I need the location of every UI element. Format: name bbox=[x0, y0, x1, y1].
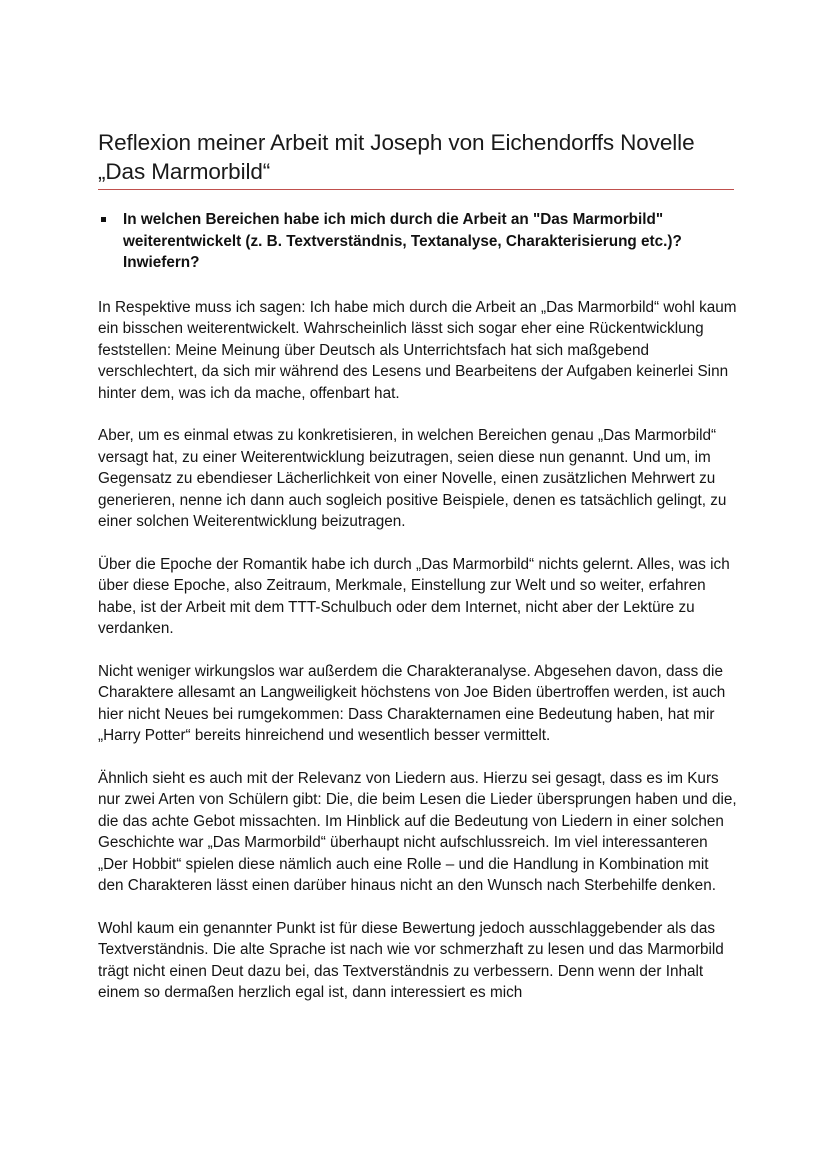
paragraph-introduction: In Respektive muss ich sagen: Ich habe mich durch die Arbeit an „Das Marmorbild“ wohl kaum ein bisschen weiterentwickelt. Wahrscheinlich lässt sich sogar eher eine Rückentwicklung feststellen: Meine Meinung über Deutsch als Unterrichtsfach hat sich maßgebend verschlechtert, da sich mir während des Lesens und Bearbeitens der Aufgaben keinerlei Sinn hinter dem, was ich da mache, offenbart hat. bbox=[98, 298, 737, 402]
question-bullet-item bbox=[98, 209, 723, 274]
paragraph-romanticism-epoch: Über die Epoche der Romantik habe ich durch „Das Marmorbild“ nichts gelernt. Alles, was ich über diese Epoche, also Zeitraum, Merkmale, Einstellung zur Welt und so weiter, erfahren habe, ist der Arbeit mit dem TTT-Schulbuch oder dem Internet, nicht aber der Lektüre zu verdanken. bbox=[98, 555, 730, 637]
paragraph-concretization: Aber, um es einmal etwas zu konkretisieren, in welchen Bereichen genau „Das Marmorbild“ versagt hat, zu einer Weiterentwicklung beizutragen, seien diese nun genannt. Und um, im Gegensatz zu ebendieser Lächerlichkeit von einer Novelle, einen zusätzlichen Mehrwert zu generieren, nenne ich dann auch sogleich positive Beispiele, denen es tatsächlich gelingt, zu einer solchen Weiterentwicklung beizutragen. bbox=[98, 427, 727, 530]
title-line-1: Reflexion meiner Arbeit mit Joseph von Eichendorffs Novelle bbox=[98, 130, 695, 155]
document-title bbox=[98, 128, 738, 189]
paragraph-character-analysis: Nicht weniger wirkungslos war außerdem die Charakteranalyse. Abgesehen davon, dass die Charaktere allesamt an Langweiligkeit höchstens von Joe Biden übertroffen werden, ist auch hier nicht Neues bei rumgekommen: Dass Charakternamen eine Bedeutung haben, hat mir „Harry Potter“ bereits hinreichend und wesentlich besser vermittelt. bbox=[98, 662, 726, 744]
paragraph-songs-relevance: Ähnlich sieht es auch mit der Relevanz von Liedern aus. Hierzu sei gesagt, dass es im Kurs nur zwei Arten von Schülern gibt: Die, die beim Lesen die Lieder übersprungen haben und die, die das achte Gebot missachten. Im Hinblick auf die Bedeutung von Liedern in einer solchen Geschichte war „Das Marmorbild“ überhaupt nicht aufschlussreich. Im viel interessanteren „Der Hobbit“ spielen diese nämlich auch eine Rolle – und die Handlung in Kombination mit den Charakteren lässt einen darüber hinaus nicht an den Wunsch nach Sterbehilfe denken. bbox=[98, 769, 737, 894]
title-line-2: „Das Marmorbild“ bbox=[98, 159, 271, 184]
paragraph-text-comprehension: Wohl kaum ein genannter Punkt ist für diese Bewertung jedoch ausschlaggebender als das Textverständnis. Die alte Sprache ist nach wie vor schmerzhaft zu lesen und das Marmorbild trägt nicht einen Deut dazu bei, das Textverständnis zu verbessern. Denn wenn der Inhalt einem so dermaßen herzlich egal ist, dann interessiert es mich bbox=[98, 919, 724, 1001]
question-text: In welchen Bereichen habe ich mich durch die Arbeit an "Das Marmorbild" weiterentwickelt (z. B. Textverständnis, Textanalyse, Charakterisierung etc.)? Inwiefern? bbox=[123, 211, 682, 271]
square-bullet-icon bbox=[101, 217, 106, 222]
title-underline-divider bbox=[98, 189, 734, 190]
document-page bbox=[98, 128, 738, 1004]
